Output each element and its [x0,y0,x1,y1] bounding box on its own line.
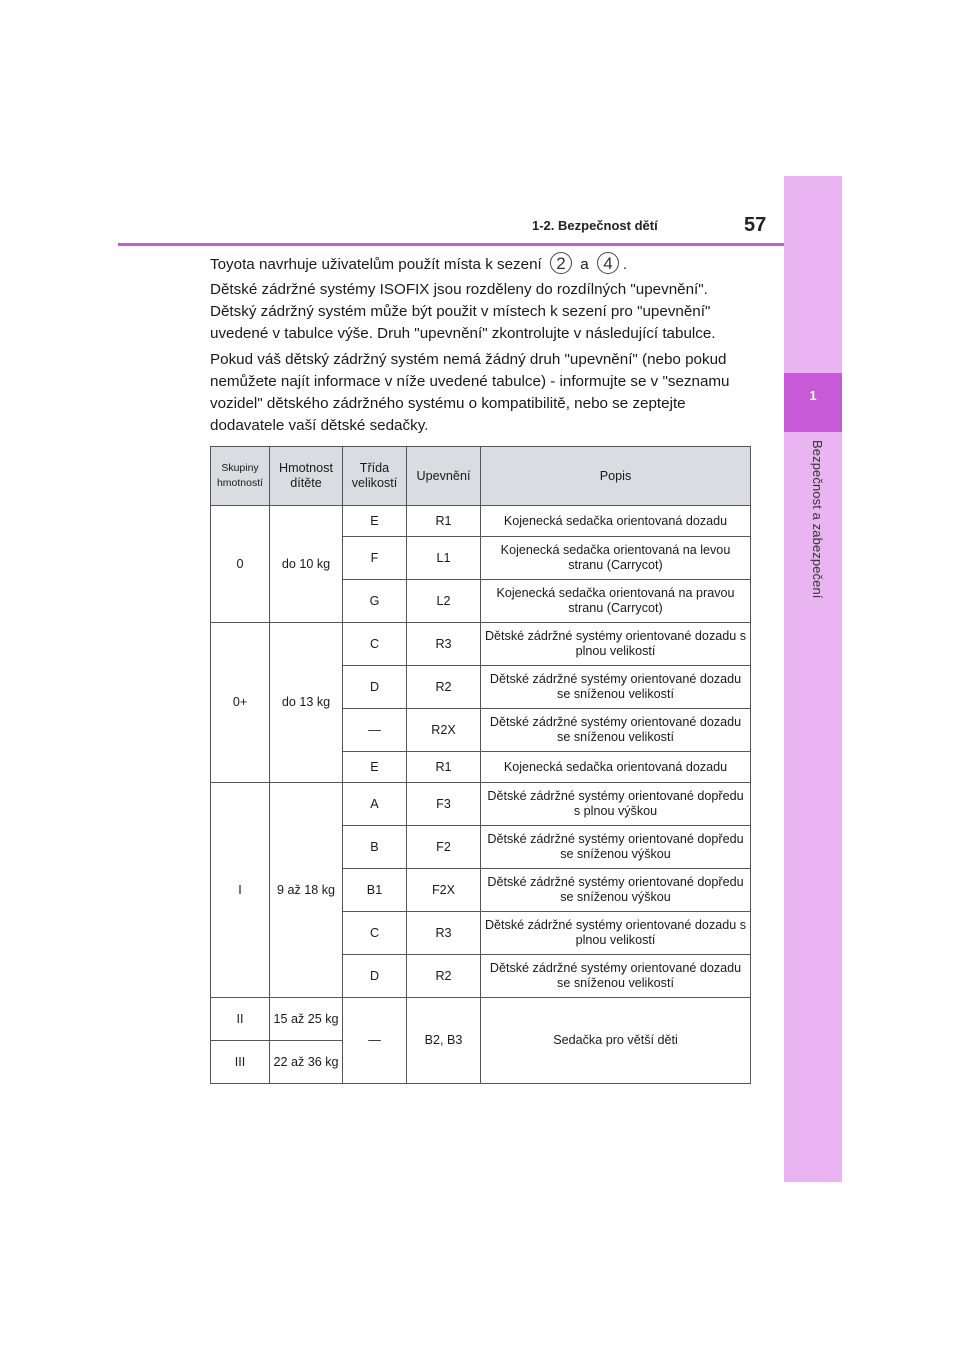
intro-paragraph [210,254,758,276]
intro-end: . [622,256,628,274]
fixture-cell: R1 [407,506,481,537]
class-cell: C [343,912,407,955]
side-tab-strip [784,176,842,1182]
description-cell: Kojenecká sedačka orientovaná na levou stranu (Carrycot) [481,537,751,580]
seat-position-2-icon: 2 [550,252,572,274]
class-cell: B [343,826,407,869]
class-cell: A [343,783,407,826]
weight-cell: do 10 kg [270,506,343,623]
description-cell: Dětské zádržné systémy orientované dozadu se sníženou velikostí [481,666,751,709]
fixture-cell: F3 [407,783,481,826]
class-cell: G [343,580,407,623]
fixture-cell: L2 [407,580,481,623]
group-cell: II [211,998,270,1041]
class-cell: — [343,709,407,752]
table-row [211,998,751,1041]
fixture-cell: R2 [407,955,481,998]
class-cell: B1 [343,869,407,912]
fixture-cell: R3 [407,623,481,666]
fixture-cell: F2 [407,826,481,869]
intro-text: Toyota navrhuje uživatelům použít místa k sezení [210,256,542,274]
header-fixture: Upevnění [407,447,481,506]
table-row [211,506,751,537]
description-cell: Dětské zádržné systémy orientované dopředu se sníženou výškou [481,826,751,869]
description-cell: Kojenecká sedačka orientovaná na pravou stranu (Carrycot) [481,580,751,623]
section-title: 1-2. Bezpečnost dětí [532,218,658,233]
description-cell: Dětské zádržné systémy orientované dozadu s plnou velikostí [481,623,751,666]
seat-position-4-icon: 4 [597,252,619,274]
weight-cell: 15 až 25 kg [270,998,343,1041]
fixture-cell: F2X [407,869,481,912]
isofix-table [210,446,751,1084]
fixture-cell: R3 [407,912,481,955]
description-cell: Dětské zádržné systémy orientované dopředu s plnou výškou [481,783,751,826]
table-row [211,623,751,666]
description-cell: Sedačka pro větší děti [481,998,751,1084]
header-weight-group: Skupiny hmotností [211,447,270,506]
compatibility-paragraph: Pokud váš dětský zádržný systém nemá žádný druh "upevnění" (nebo pokud nemůžete najít informace v níže uvedené tabulce) - informujte se v "seznamu vozidel" dětského zádržného systému o kompatibilitě, nebo se zeptejte dodavatele vaší dětské sedačky. [210,351,730,434]
class-cell: E [343,752,407,783]
fixture-cell: R2 [407,666,481,709]
description-cell: Kojenecká sedačka orientovaná dozadu [481,752,751,783]
group-cell: 0 [211,506,270,623]
group-cell: 0+ [211,623,270,783]
header-size-class: Třída velikostí [343,447,407,506]
weight-cell: 9 až 18 kg [270,783,343,998]
class-cell: C [343,623,407,666]
group-cell: III [211,1041,270,1084]
class-cell: F [343,537,407,580]
group-cell: I [211,783,270,998]
class-cell: D [343,666,407,709]
table-header-row [211,447,751,506]
fixture-cell: L1 [407,537,481,580]
chapter-title: Bezpečnost a zabezpečení [810,440,825,599]
header-child-weight: Hmotnost dítěte [270,447,343,506]
description-cell: Dětské zádržné systémy orientované dozadu se sníženou velikostí [481,955,751,998]
isofix-paragraph: Dětské zádržné systémy ISOFIX jsou rozděleny do rozdílných "upevnění". Dětský zádržný systém může být použit v místech k sezení pro "upevnění" uvedené v tabulce výše. Druh "upevnění" zkontrolujte v následující tabulce. [210,281,716,342]
fixture-cell: R1 [407,752,481,783]
weight-cell: 22 až 36 kg [270,1041,343,1084]
table-row [211,783,751,826]
description-cell: Kojenecká sedačka orientovaná dozadu [481,506,751,537]
header-rule [118,243,784,246]
class-cell: E [343,506,407,537]
page-number: 57 [744,214,767,236]
class-cell: D [343,955,407,998]
chapter-number: 1 [809,388,817,403]
description-cell: Dětské zádržné systémy orientované dopředu se sníženou výškou [481,869,751,912]
fixture-cell: R2X [407,709,481,752]
header-description: Popis [481,447,751,506]
fixture-cell: B2, B3 [407,998,481,1084]
weight-cell: do 13 kg [270,623,343,783]
description-cell: Dětské zádržné systémy orientované dozadu s plnou velikostí [481,912,751,955]
class-cell: — [343,998,407,1084]
description-cell: Dětské zádržné systémy orientované dozadu se sníženou velikostí [481,709,751,752]
intro-conjunction: a [580,256,589,274]
